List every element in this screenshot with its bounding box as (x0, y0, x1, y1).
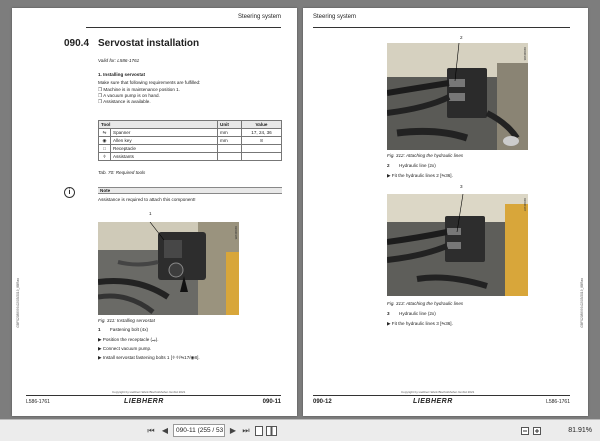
footer-rule (26, 395, 281, 396)
step-item: ▶ Connect vacuum pump. (98, 346, 152, 351)
footer-page-number: 090-12 (313, 399, 332, 405)
hydraulic-lines-photo-1 (387, 43, 528, 150)
right-page-header: Steering system (313, 14, 357, 20)
figure-code: 02090307 (523, 198, 527, 212)
footer-model: L586-1761 (26, 399, 50, 405)
requirement-item: ❒ Machine is in maintenance position 1. (98, 87, 181, 92)
right-page (303, 8, 588, 416)
table-caption: Tab. 70: Required tools (98, 170, 146, 175)
legend-number: 1 (98, 327, 101, 332)
requirement-item: ❒ Assistance is available. (98, 99, 151, 104)
single-page-view-icon[interactable] (254, 424, 264, 438)
info-icon: i (64, 187, 75, 198)
sub-heading: 1. Installing servostat (98, 72, 145, 77)
left-page-header: Steering system (237, 14, 281, 20)
table-header-value: Value (242, 121, 282, 129)
tool-name: Allen key (111, 137, 218, 145)
figure-caption: Fig. 313: Attaching the hydraulic lines (387, 301, 464, 306)
liebherr-logo: LIEBHERR (124, 398, 164, 405)
hydraulic-lines-illustration (387, 194, 528, 296)
spanner-icon: ⇋ (99, 129, 111, 137)
section-number: 090.4 (64, 38, 90, 49)
left-page (12, 8, 297, 416)
servostat-photo (98, 222, 239, 315)
legend-number: 2 (387, 163, 390, 168)
requirements-intro: Make sure that following requirements are fulfilled: (98, 80, 201, 85)
zoom-in-icon[interactable] (532, 424, 542, 438)
requirement-item: ❒ A vacuum pump is on hand. (98, 93, 160, 98)
hydraulic-lines-photo-2 (387, 194, 528, 296)
table-row (99, 129, 282, 137)
tool-value (242, 145, 282, 153)
step-item: ▶ Fit the hydraulic lines 2 [⇋36]. (387, 173, 453, 178)
allen-key-icon: ◉ (99, 137, 111, 145)
tool-unit (218, 153, 242, 161)
legend-number: 3 (387, 311, 390, 316)
footer-page-number: 090-11 (262, 399, 281, 405)
table-header-unit: Unit (218, 121, 242, 129)
legend-text: Fastening bolt (4x) (110, 327, 149, 332)
zoom-level[interactable]: 81.91% (568, 427, 592, 434)
figure-caption: Fig. 311: Installing servostat (98, 318, 155, 323)
liebherr-logo: LIEBHERR (413, 398, 453, 405)
next-page-icon[interactable]: ▶ (229, 426, 237, 435)
tool-name: Spanner (111, 129, 218, 137)
servostat-illustration (98, 222, 239, 315)
figure-callout: 2 (460, 35, 463, 40)
header-rule (86, 27, 281, 28)
footer-rule (313, 395, 570, 396)
footer-model: L586-1761 (546, 399, 570, 405)
step-item: ▶ Fit the hydraulic lines 3 [⇋36]. (387, 321, 453, 326)
table-row (99, 145, 282, 153)
note-bar (98, 187, 282, 194)
side-code: GBFS2089999-02/05/2019_8BRan (16, 278, 20, 328)
receptacle-icon: □ (99, 145, 111, 153)
footer-copyright: Copyright by Liebherr-Werk Bischofshofen GmbH 2021 (112, 390, 186, 394)
note-text: Assistance is required to attach this component! (98, 197, 196, 202)
tool-value (242, 153, 282, 161)
step-item: ▶ Install servostat fastening bolts 1 [♱♱/⇋17/◉8]. (98, 355, 200, 360)
figure-callout: 3 (460, 184, 463, 189)
note-label: Note (100, 188, 111, 193)
last-page-icon[interactable]: ⏭ (242, 426, 250, 435)
figure-code: 02090306 (523, 47, 527, 61)
figure-callout: 1 (149, 211, 152, 216)
footer-copyright: Copyright by Liebherr-Werk Bischofshofen GmbH 2021 (401, 390, 475, 394)
first-page-icon[interactable]: ⏮ (147, 426, 155, 435)
step-item: ▶ Position the receptacle (⭌). (98, 337, 159, 342)
tool-name: Receptacle (111, 145, 218, 153)
legend-text: Hydraulic line (2x) (399, 163, 436, 168)
table-row (99, 153, 282, 161)
tool-value: 8 (242, 137, 282, 145)
legend-text: Hydraulic line (2x) (399, 311, 436, 316)
tool-name: Assistants (111, 153, 218, 161)
side-code: GBFS2089999-02/05/2019_8BRan (580, 278, 584, 328)
page-number-input[interactable]: 090-11 (255 / 53 (173, 424, 225, 437)
tool-value: 17, 24, 36 (242, 129, 282, 137)
tool-unit: mm (218, 137, 242, 145)
assistants-icon: ♱ (99, 153, 111, 161)
table-header-row (99, 121, 282, 129)
viewer-statusbar (0, 419, 600, 441)
tool-unit: mm (218, 129, 242, 137)
valid-for: Valid for: L586-1761 (98, 58, 140, 63)
two-page-view-icon[interactable] (265, 424, 277, 438)
tool-unit (218, 145, 242, 153)
table-row (99, 137, 282, 145)
zoom-out-icon[interactable] (520, 424, 530, 438)
section-title: Servostat installation (98, 38, 200, 49)
hydraulic-lines-illustration (387, 43, 528, 150)
figure-code: 02090305 (234, 226, 238, 240)
table-header-tool: Tool (99, 121, 218, 129)
figure-caption: Fig. 312: Attaching the hydraulic lines (387, 153, 464, 158)
previous-page-icon[interactable]: ◀ (161, 426, 169, 435)
header-rule (313, 27, 570, 28)
tools-table (98, 120, 282, 161)
